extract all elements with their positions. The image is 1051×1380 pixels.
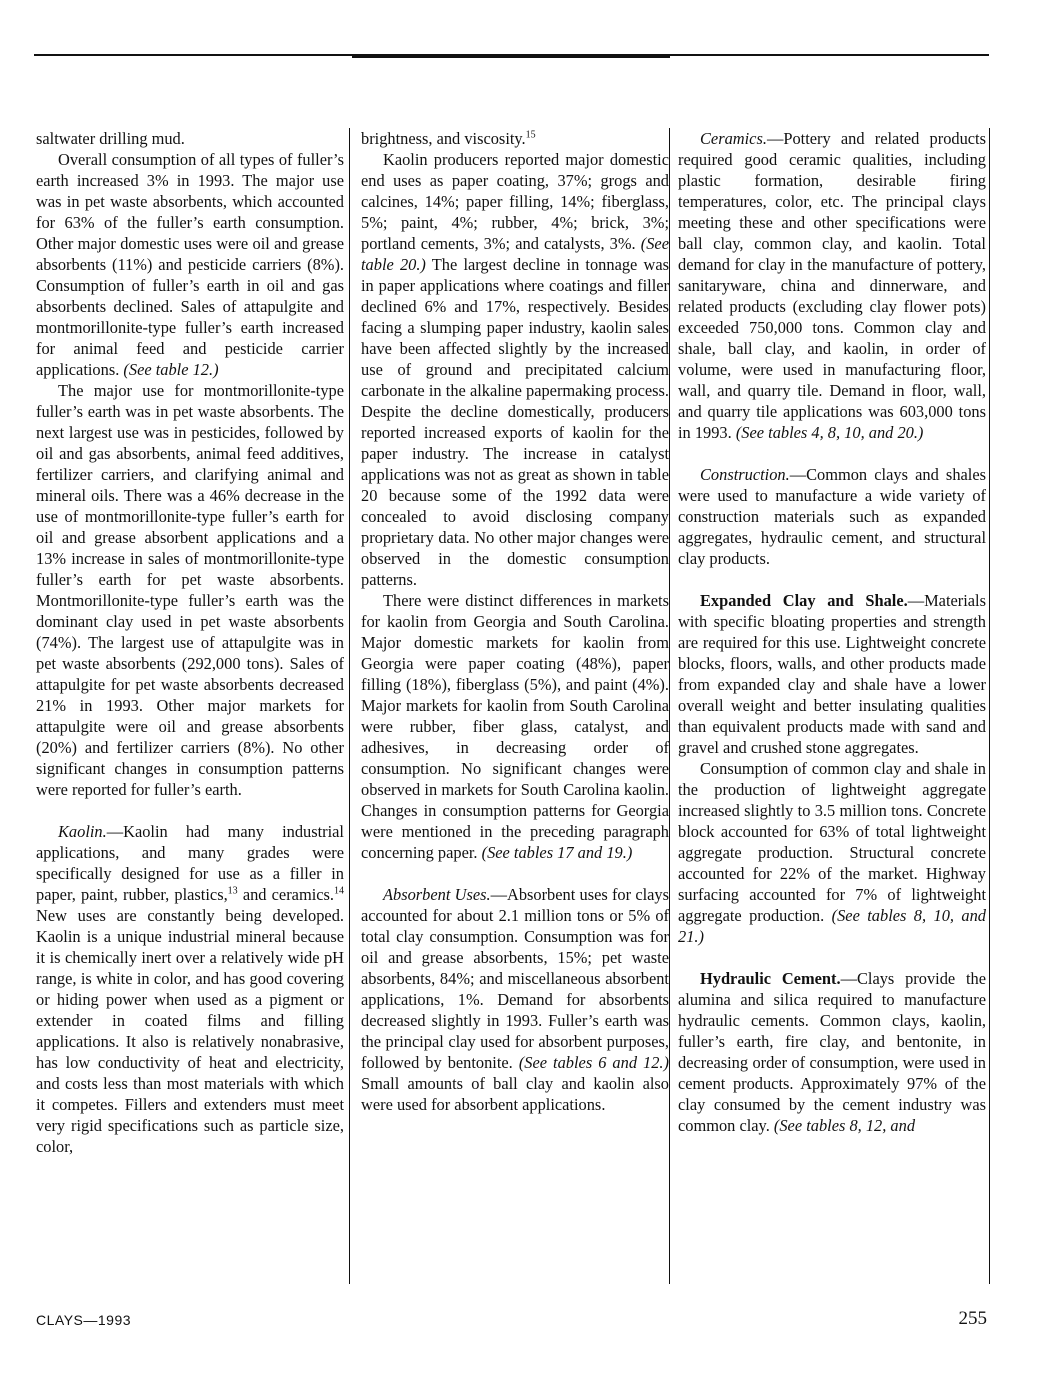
column-divider: [989, 128, 990, 1284]
section-heading: Ceramics.: [700, 129, 767, 148]
header-rule-accent: [352, 56, 670, 58]
column-divider: [349, 128, 350, 1284]
page-number: 255: [958, 1308, 987, 1329]
text-column-2: [361, 128, 669, 1115]
section-hydraulic-cement: Hydraulic Cement.—Clays provide the alumina and silica required to manufacture hydraulic cements. Common clays, kaolin, fuller’s earth, fire clay, and bentonite, in decreasing order of consumption, were used in cement products. Approximately 97% of the clay consumed by the cement industry was common clay. (See tables 8, 12, and: [678, 969, 987, 1135]
footnote-ref: 15: [525, 129, 536, 141]
paragraph: There were distinct differences in markets for kaolin from Georgia and South Carolina. Major domestic markets for kaolin from Georgia were paper coating (48%), paper filling (18%), fiberglass (5%), and paint (4%). Major markets for kaolin from South Carolina were rubber, fiber glass, catalyst, and adhesives, in decreasing order of consumption. No significant changes were observed in markets for South Carolina kaolin. Changes in consumption patterns for Georgia were mentioned in the preceding paragraph concerning paper. (See tables 17 and 19.): [361, 591, 669, 862]
section-heading: Hydraulic Cement.: [700, 969, 841, 988]
text-column-3: [678, 128, 986, 1136]
section-heading: Construction.: [700, 465, 790, 484]
text-column-1: [36, 128, 344, 1157]
footnote-ref: 13: [227, 885, 238, 897]
section-heading: Kaolin.: [58, 822, 107, 841]
section-ceramics: Ceramics.—Pottery and related products required good ceramic qualities, including plastic formation, desirable firing temperatures, color, etc. The principal clays meeting these and other specifications were ball clay, common clay, and kaolin. Total demand for clay in the manufacture of pottery, sanitaryware, china and dinnerware, and related products (excluding clay flower pots) exceeded 750,000 tons. Common clay and shale, ball clay, and kaolin, in order of volume, were used in manufacturing floor, wall, and quarry tile. Demand in floor, wall, and quarry tile applications was 603,000 tons in 1993. (See tables 4, 8, 10, and 20.): [678, 129, 986, 442]
section-absorbent-uses: Absorbent Uses.—Absorbent uses for clays accounted for about 2.1 million tons or 5% of total clay consumption. Consumption was for oil and grease absorbents, 15%; pet waste absorbents, 84%; and miscellaneous absorbent applications, 1%. Demand for absorbents decreased slightly in 1993. Fuller’s earth was the principal clay used for absorbent purposes, followed by bentonite. (See tables 6 and 12.) Small amounts of ball clay and kaolin also were used for absorbent applications.: [361, 885, 669, 1114]
section-heading: Absorbent Uses.: [383, 885, 491, 904]
paragraph: The major use for montmorillonite-type fuller’s earth was in pet waste absorbents. The next largest use was in pesticides, followed by oil and gas absorbents, animal feed additives, fertilizer carriers, and clarifying animal and mineral oils. There was a 46% decrease in the use of montmorillonite-type fuller’s earth for oil and grease absorbent applications and a 13% increase in sales of montmorillonite-type fuller’s earth for pet waste absorbents. Montmorillonite-type fuller’s earth was the dominant clay used in pet waste absorbents (74%). The largest use of attapulgite was in pet waste absorbents (292,000 tons). Sales of attapulgite for pet waste absorbents decreased 21% in 1993. Other major markets for attapulgite were oil and grease absorbents (20%) and fertilizer carriers (8%). No other significant changes in consumption patterns were reported for fuller’s earth.: [36, 381, 344, 799]
column-divider: [669, 128, 670, 1284]
footnote-ref: 14: [334, 885, 344, 897]
running-footer: CLAYS—1993: [36, 1312, 132, 1328]
section-expanded-clay: Expanded Clay and Shale.—Materials with specific bloating properties and strength are required for this use. Lightweight concrete blocks, floors, walls, and other products made from expanded clay and shale have a lower overall weight and better insulating qualities than equivalent products made with sand and gravel and crushed stone aggregates.: [678, 591, 986, 757]
paragraph: brightness, and viscosity.$^{15}$: [361, 129, 536, 148]
section-construction: Construction.—Common clays and shales were used to manufacture a wide variety of construction materials such as expanded aggregates, hydraulic cement, and structural clay products.: [678, 465, 986, 568]
paragraph: Overall consumption of all types of fuller’s earth increased 3% in 1993. The major use was in pet waste absorbents, which accounted for 63% of the fuller’s earth consumption. Other major domestic uses were oil and grease absorbents (11%) and pesticide carriers (8%). Consumption of fuller’s earth in oil and gas absorbents declined. Sales of attapulgite and montmorillonite-type fuller’s earth increased for animal feed and pesticide carrier applications. (See table 12.): [36, 150, 344, 379]
section-heading: Expanded Clay and Shale.: [700, 591, 908, 610]
paragraph: Consumption of common clay and shale in the production of lightweight aggregate increased slightly to 3.5 million tons. Concrete block accounted for 63% of total lightweight aggregate production. Structural concrete accounted for 22% of the market. Highway surfacing accounted for 7% of lightweight aggregate production. (See tables 8, 10, and 21.): [678, 759, 986, 946]
paragraph: saltwater drilling mud.: [36, 129, 185, 148]
section-kaolin: Kaolin.—Kaolin had many industrial applications, and many grades were specifically designed for use as a filler in paper, paint, rubber, plastics,$^{13}$ and ceramics.$^{14}$ New uses are constantly being developed. Kaolin is a unique industrial mineral because it is chemically inert over a relatively wide pH range, is white in color, and has good covering or hiding power when used as a pigment or extender in coated films and filling applications. It also is relatively nonabrasive, has low conductivity of heat and electricity, and costs less than most materials with which it competes. Fillers and extenders must meet very rigid specifications such as particle size, color,: [36, 822, 344, 1156]
paragraph: Kaolin producers reported major domestic end uses as paper coating, 37%; grogs and calcines, 14%; paper filling, 14%; fiberglass, 5%; paint, 4%; rubber, 4%; brick, 3%; portland cements, 3%; and catalysts, 3%. (See table 20.) The largest decline in tonnage was in paper applications where coatings and filler declined 6% and 17%, respectively. Besides facing a slumping paper industry, kaolin sales have been affected slightly by the increased use of ground and precipitated calcium carbonate in the alkaline papermaking process. Despite the decline domestically, producers reported increased exports of kaolin for the paper industry. The increase in catalyst applications was not as great as shown in table 20 because some of the 1992 data were concealed to avoid disclosing company proprietary data. No other major changes were observed in the domestic consumption patterns.: [361, 150, 669, 589]
